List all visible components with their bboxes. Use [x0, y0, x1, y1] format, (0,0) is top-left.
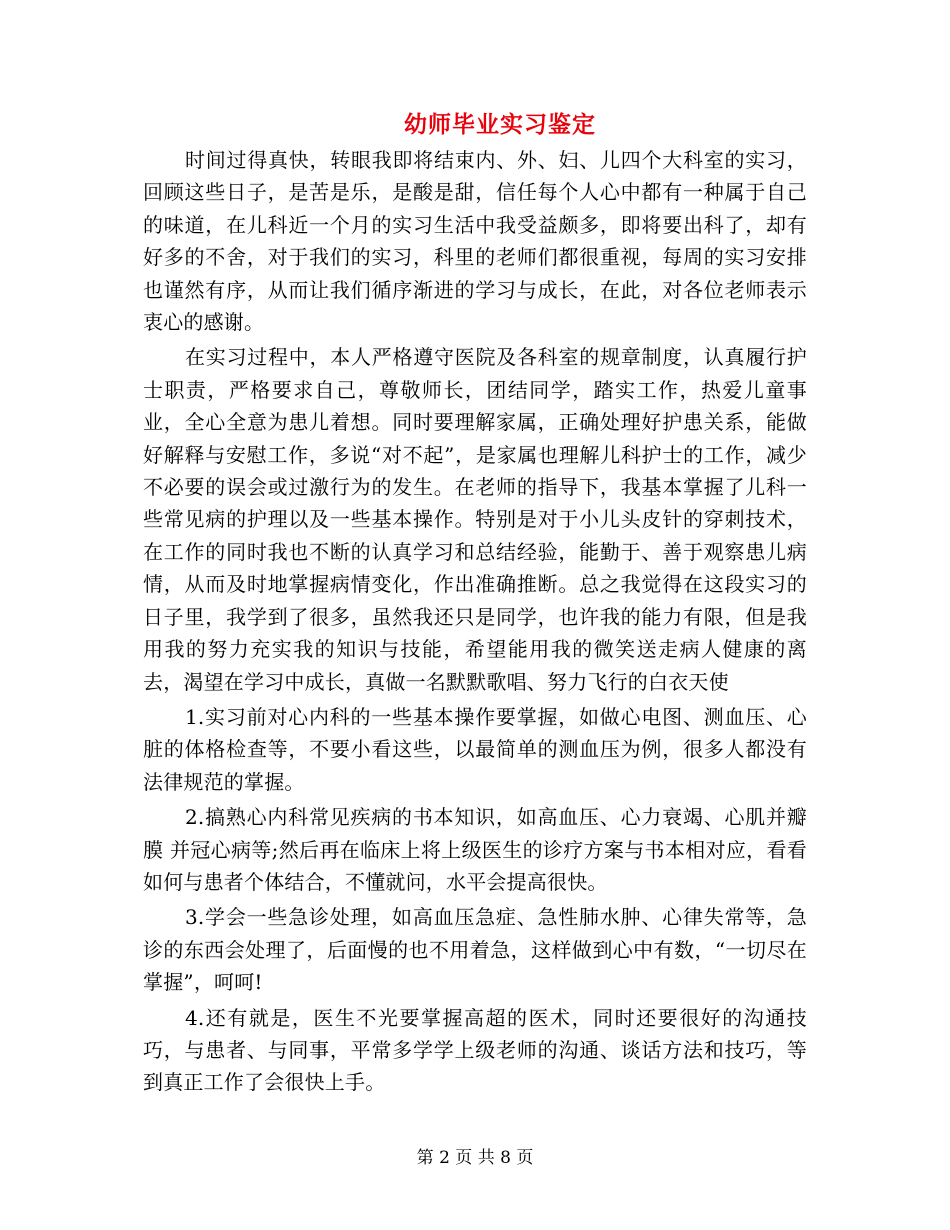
page-footer: [0, 1146, 950, 1170]
document-body: [143, 144, 807, 1099]
paragraph-point-3: 3.学会一些急诊处理，如高血压急症、急性肺水肿、心律失常等，急诊的东西会处理了，后面慢的也不用着急，这样做到心中有数，“一切尽在掌握”，呵呵!: [143, 905, 807, 995]
page-number-label: 第 2 页 共 8 页: [416, 1148, 534, 1168]
paragraph-point-4: 4.还有就是，医生不光要掌握高超的医术，同时还要很好的沟通技巧，与患者、与同事，平常多学学上级老师的沟通、谈话方法和技巧，等到真正工作了会很快上手。: [143, 1005, 807, 1095]
paragraph-intro: 时间过得真快，转眼我即将结束内、外、妇、儿四个大科室的实习，回顾这些日子，是苦是乐，是酸是甜，信任每个人心中都有一种属于自己的味道，在儿科近一个月的实习生活中我受益颇多，即将要出科了，却有好多的不舍，对于我们的实习，科里的老师们都很重视，每周的实习安排也谨然有序，从而让我们循序渐进的学习与成长，在此，对各位老师表示衷心的感谢。: [143, 148, 807, 335]
paragraph-point-1: 1.实习前对心内科的一些基本操作要掌握，如做心电图、测血压、心脏的体格检查等，不要小看这些，以最简单的测血压为例，很多人都没有法律规范的掌握。: [143, 704, 807, 794]
document-title: 幼师毕业实习鉴定: [404, 111, 596, 138]
paragraph-internship-process: 在实习过程中，本人严格遵守医院及各科室的规章制度，认真履行护士职责，严格要求自己，尊敬师长，团结同学，踏实工作，热爱儿童事业，全心全意为患儿着想。同时要理解家属，正确处理好护患关系，能做好解释与安慰工作，多说“对不起”，是家属也理解儿科护士的工作，减少不必要的误会或过激行为的发生。在老师的指导下，我基本掌握了儿科一些常见病的护理以及一些基本操作。特别是对于小儿头皮针的穿刺技术，在工作的同时我也不断的认真学习和总结经验，能勤于、善于观察患儿病情，从而及时地掌握病情变化，作出准确推断。总之我觉得在这段实习的日子里，我学到了很多，虽然我还只是同学，也许我的能力有限，但是我用我的努力充实我的知识与技能，希望能用我的微笑送走病人健康的离去，渴望在学习中成长，真做一名默默歌唱、努力飞行的白衣天使: [143, 345, 807, 694]
paragraph-point-2: 2.搞熟心内科常见疾病的书本知识，如高血压、心力衰竭、心肌并瓣膜 并冠心病等;然后再在临床上将上级医生的诊疗方案与书本相对应，看看如何与患者个体结合，不懂就问，水平会提高很快。: [143, 805, 807, 894]
